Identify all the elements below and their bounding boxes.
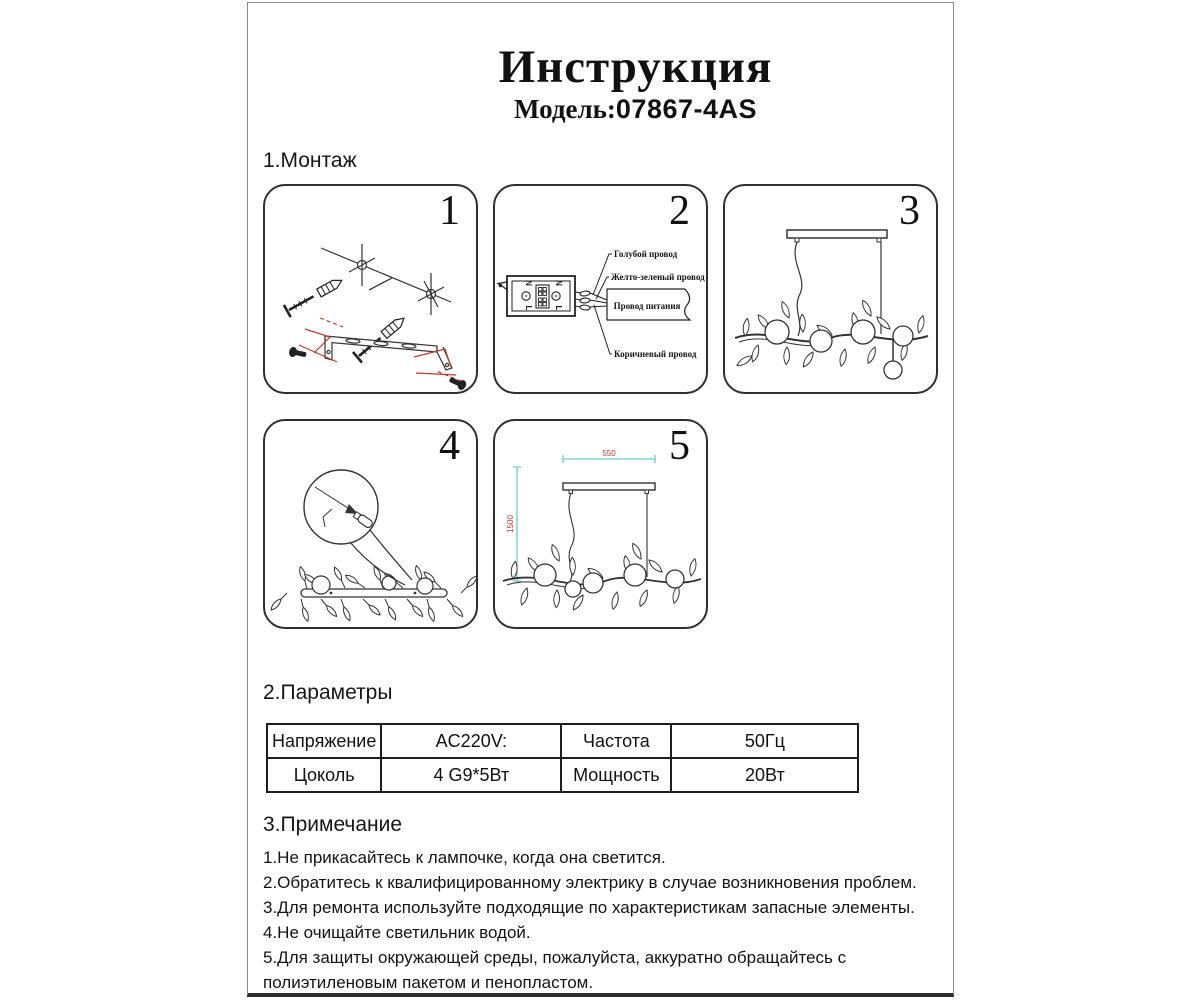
note-item: 2.Обратитесь к квалифицированному электрику в случае возникновения проблем. — [263, 873, 917, 892]
param-name-cell: Цоколь — [267, 758, 381, 792]
section-heading-parameters: 2.Параметры — [263, 681, 393, 704]
wire-label-power: Провод питания — [613, 301, 681, 311]
panel-number: 5 — [669, 423, 690, 469]
ceiling-anchors — [321, 244, 451, 315]
wires — [575, 290, 607, 310]
screw-anchor-2 — [353, 278, 407, 363]
instruction-page — [247, 2, 954, 997]
panel-1-mounting — [263, 184, 478, 394]
terminal-l-right: L — [554, 305, 563, 311]
section-heading-montage: 1.Монтаж — [263, 149, 357, 172]
param-value-cell: 20Вт — [671, 758, 858, 792]
terminal-n-right: N — [554, 280, 563, 286]
page-title: Инструкция — [498, 41, 773, 93]
page-header — [248, 43, 953, 125]
param-value-cell: 4 G9*5Вт — [381, 758, 561, 792]
magnifier-callout — [304, 470, 412, 585]
section-heading-notes: 3.Примечание — [263, 813, 403, 836]
param-value-cell: 50Гц — [671, 724, 858, 758]
panel-2-wiring — [493, 184, 708, 394]
param-name-cell: Напряжение — [267, 724, 381, 758]
screw-anchor-1 — [284, 276, 344, 317]
ceiling-bar — [787, 230, 887, 242]
panel-number: 4 — [439, 423, 460, 469]
param-value-cell: AC220V: — [381, 724, 561, 758]
panel-4-bulb-install — [263, 419, 478, 629]
panel-3-hanging — [723, 184, 938, 394]
model-value: 07867-4AS — [615, 94, 758, 125]
panel-number: 3 — [899, 188, 920, 234]
table-row — [267, 758, 858, 792]
mounting-bracket — [325, 336, 452, 370]
wire-label-brown: Коричневый провод — [614, 349, 697, 359]
panel-5-dimensions — [493, 419, 708, 629]
parameters-table — [266, 723, 859, 793]
param-name-cell: Мощность — [561, 758, 671, 792]
terminal-l-left: L — [524, 305, 533, 311]
notes-list — [263, 845, 955, 995]
note-item: 1.Не прикасайтесь к лампочке, когда она светится. — [263, 848, 666, 867]
note-item: 5.Для защиты окружающей среды, пожалуйста, аккуратно обращайтесь с полиэтиленовым пакетом и пенопластом. — [263, 948, 847, 992]
note-item: 3.Для ремонта используйте подходящие по характеристикам запасные элементы. — [263, 898, 915, 917]
ceiling-bar — [563, 483, 655, 494]
panel-number: 1 — [439, 188, 460, 234]
dim-width-label: 550 — [602, 449, 616, 458]
table-row — [267, 724, 858, 758]
panel-number: 2 — [669, 188, 690, 234]
model-line — [318, 94, 953, 125]
param-name-cell: Частота — [561, 724, 671, 758]
wire-label-yellow-green: Желто-зеленый провод — [611, 272, 705, 282]
dim-height-label: 1500 — [506, 515, 515, 533]
note-item: 4.Не очищайте светильник водой. — [263, 923, 531, 942]
model-label: Модель: — [513, 94, 616, 125]
wire-label-blue: Голубой провод — [614, 249, 678, 259]
terminal-n-left: N — [524, 280, 533, 286]
